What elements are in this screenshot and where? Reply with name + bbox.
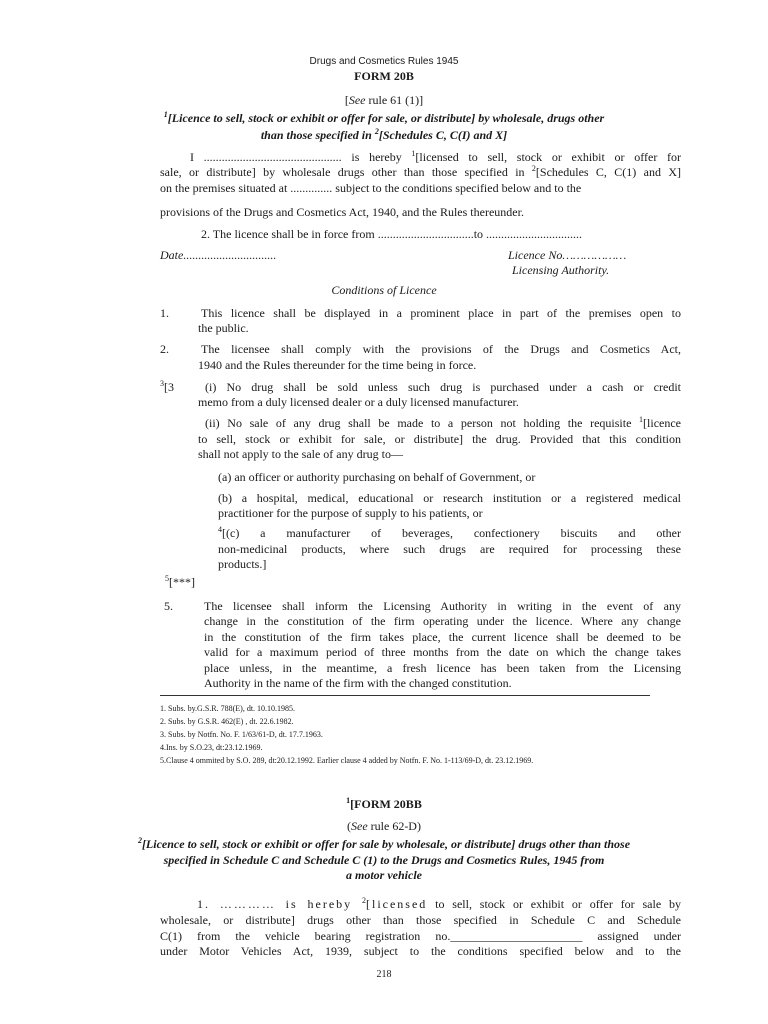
form-20bb-para1-line3: C(1) from the vehicle bearing registration no.______________________ assigned under <box>160 929 681 943</box>
condition-1-line2: the public. <box>198 321 249 335</box>
page-number: 218 <box>376 969 392 980</box>
condition-3-ii-line3: shall not apply to the sale of any drug to— <box>198 447 403 461</box>
conditions-title: Conditions of Licence <box>331 283 437 297</box>
condition-3-number: $^3$[3 <box>160 379 174 394</box>
condition-2-line1: The licensee shall comply with the provisions of the Drugs and Cosmetics Act, <box>201 342 681 356</box>
omitted-clause: $^5$[***] <box>165 574 195 589</box>
date-field: Date............................... <box>160 248 277 262</box>
sub-clause-b-line1: (b) a hospital, medical, educational or research institution or a registered medical <box>218 491 681 505</box>
footnote-2: 2. Subs. by G.S.R. 462(E) , dt. 22.6.1982. <box>160 717 294 726</box>
form-20b-see-rule: [See rule 61 (1)] <box>344 93 424 107</box>
condition-5-line1: The licensee shall inform the Licensing Authority in writing in the event of any <box>204 599 681 613</box>
form-20b-para2: 2. The licence shall be in force from ................................to ................................ <box>201 227 583 241</box>
sub-clause-c-line3: products.] <box>218 557 267 571</box>
form-20b-heading-line2: than those specified in $^2$[Schedules C, C(I) and X] <box>260 127 508 142</box>
form-20bb-para1-line1: 1. ………… is hereby $^2$[licensed to sell, stock or exhibit or offer for sale by <box>197 896 681 911</box>
condition-5-line2: change in the constitution of the firm operating under the licence. Where any change <box>204 614 681 628</box>
condition-3-ii-line1: (ii) No sale of any drug shall be made to a person not holding the requisite $^1$[licence <box>205 415 681 430</box>
sub-clause-c-line1: $^4$[(c) a manufacturer of beverages, confectionery biscuits and other <box>218 525 681 540</box>
sub-clause-c-line2: non-medicinal products, where such drugs are required for processing these <box>218 542 681 556</box>
form-20bb-heading-line2: specified in Schedule C and Schedule C (1) to the Drugs and Cosmetics Rules, 1945 from <box>163 853 605 867</box>
condition-3-i-line2: memo from a duly licensed dealer or a duly licensed manufacturer. <box>198 395 519 409</box>
form-20b-para1-line2: sale, or distribute] by wholesale drugs other than those specified in $^2$[Schedules C, C(1) and X] <box>160 164 681 179</box>
footnote-5: 5.Clause 4 ommited by S.O. 289, dt:20.12.1992. Earlier clause 4 added by Notfn. F. No. 1-113/69-D, dt. 23.12.1969. <box>160 756 534 765</box>
form-20bb-para1-line4: under Motor Vehicles Act, 1939, subject to the conditions specified below and to the <box>160 944 681 958</box>
form-20b-heading-line1: $^1$[Licence to sell, stock or exhibit or offer for sale, or distribute] by wholesale, drugs other <box>163 110 605 125</box>
form-20bb-heading-line3: a motor vehicle <box>346 868 422 882</box>
licensing-authority: Licensing Authority. <box>512 263 610 277</box>
condition-5-line6: Authority in the name of the firm with the changed constitution. <box>204 676 512 690</box>
form-20b-para1-line3: on the premises situated at .............. subject to the conditions specified below and to the <box>160 181 582 195</box>
licence-no-field: Licence No……………… <box>508 248 627 262</box>
footnote-1: 1. Subs. by.G.S.R. 788(E), dt. 10.10.1985. <box>160 704 296 713</box>
running-header: Drugs and Cosmetics Rules 1945 <box>309 56 459 67</box>
form-20bb-heading-line1: $^2$[Licence to sell, stock or exhibit or offer for sale by wholesale, or distribute] drugs other than those <box>137 836 631 851</box>
form-20bb-title: $^1$[FORM 20BB <box>346 796 422 811</box>
footnote-3: 3. Subs. by Notfn. No. F. 1/63/61-D, dt. 17.7.1963. <box>160 730 323 739</box>
footnote-4: 4.Ins. by S.O.23, dt:23.12.1969. <box>160 743 263 752</box>
sub-clause-b-line2: practitioner for the purpose of supply to his patients, or <box>218 506 483 520</box>
footnote-divider <box>160 695 650 696</box>
sub-clause-a: (a) an officer or authority purchasing on behalf of Government, or <box>218 470 536 484</box>
form-20bb-para1-line2: wholesale, or distribute] drugs other than those specified in Schedule C and Schedule <box>160 913 681 927</box>
condition-5-line3: in the constitution of the firm takes place, the current licence shall be deemed to be <box>204 630 681 644</box>
condition-3-ii-line2: to sell, stock or exhibit for sale, or distribute] the drug. Provided that this condition <box>198 432 681 446</box>
condition-5-number: 5. <box>164 599 173 613</box>
form-20b-title: FORM 20B <box>354 69 414 83</box>
condition-2-line2: 1940 and the Rules thereunder for the time being in force. <box>198 358 477 372</box>
form-20bb-see-rule: (See rule 62-D) <box>347 819 421 833</box>
form-20b-para1-line1: I .............................................. is hereby $^1$[licensed to sell, stock or exhibit or offer for <box>190 149 681 164</box>
condition-5-line5: place unless, in the meantime, a fresh licence has been taken from the Licensing <box>204 661 681 675</box>
condition-5-line4: valid for a maximum period of three months from the date on which the change takes <box>204 645 681 659</box>
condition-3-i-line1: (i) No drug shall be sold unless such drug is purchased under a cash or credit <box>205 380 681 394</box>
form-20b-para1-line4: provisions of the Drugs and Cosmetics Act, 1940, and the Rules thereunder. <box>160 205 524 219</box>
condition-2-number: 2. <box>160 342 169 356</box>
condition-1-number: 1. <box>160 306 169 320</box>
condition-1-line1: This licence shall be displayed in a prominent place in part of the premises open to <box>201 306 681 320</box>
